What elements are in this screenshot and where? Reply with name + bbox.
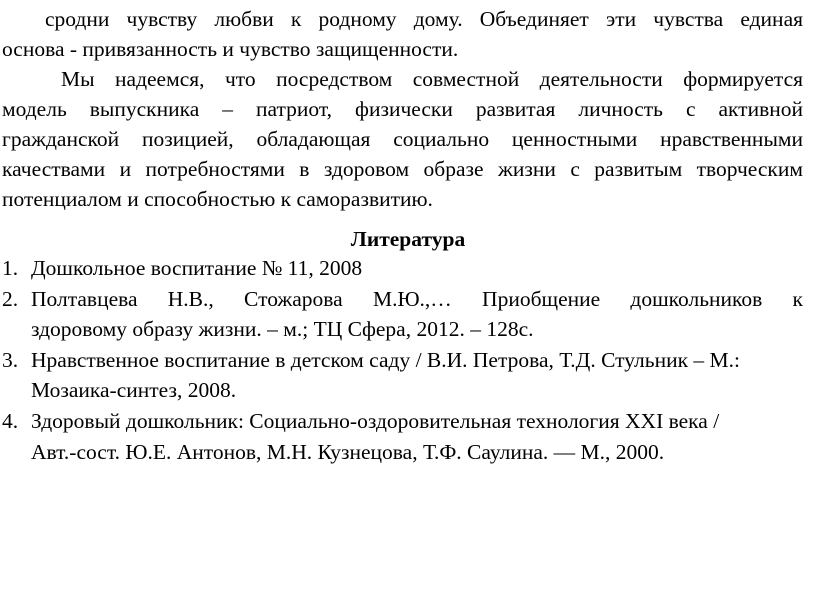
reference-line: Авт.-сост. Ю.Е. Антонов, М.Н. Кузнецова, Т.Ф. Саулина. — М., 2000. [31, 440, 665, 464]
reference-line: Дошкольное воспитание № 11, 2008 [31, 256, 363, 280]
paragraph-line: модель выпускника – патриот, физически развитая личность с активной [2, 97, 803, 121]
reference-line: Здоровый дошкольник: Социально-оздоровительная технология XXI века / [31, 409, 720, 433]
reference-number: 1. [2, 256, 19, 280]
reference-line: Мозаика-синтез, 2008. [31, 378, 237, 402]
paragraph-line: гражданской позицией, обладающая социально ценностными нравственными [2, 127, 803, 151]
reference-line: Полтавцева Н.В., Стожарова М.Ю.,… Приобщение дошкольников к [31, 287, 803, 311]
paragraph-line: потенциалом и способностью к саморазвитию. [2, 187, 433, 211]
reference-number: 4. [2, 409, 19, 433]
reference-line: здоровому образу жизни. – м.; ТЦ Сфера, 2012. – 128с. [31, 317, 534, 341]
reference-number: 3. [2, 348, 19, 372]
references-heading: Литература [350, 227, 466, 251]
paragraph-line: основа - привязанность и чувство защищенности. [2, 37, 459, 61]
reference-number: 2. [2, 287, 19, 311]
paragraph-line: качествами и потребностями в здоровом образе жизни с развитым творческим [2, 157, 803, 181]
paragraph-line: сродни чувству любви к родному дому. Объединяет эти чувства единая [45, 7, 803, 31]
paragraph-line: Мы надеемся, что посредством совместной деятельности формируется [61, 67, 803, 91]
reference-line: Нравственное воспитание в детском саду / В.И. Петрова, Т.Д. Стульник – М.: [31, 348, 740, 372]
